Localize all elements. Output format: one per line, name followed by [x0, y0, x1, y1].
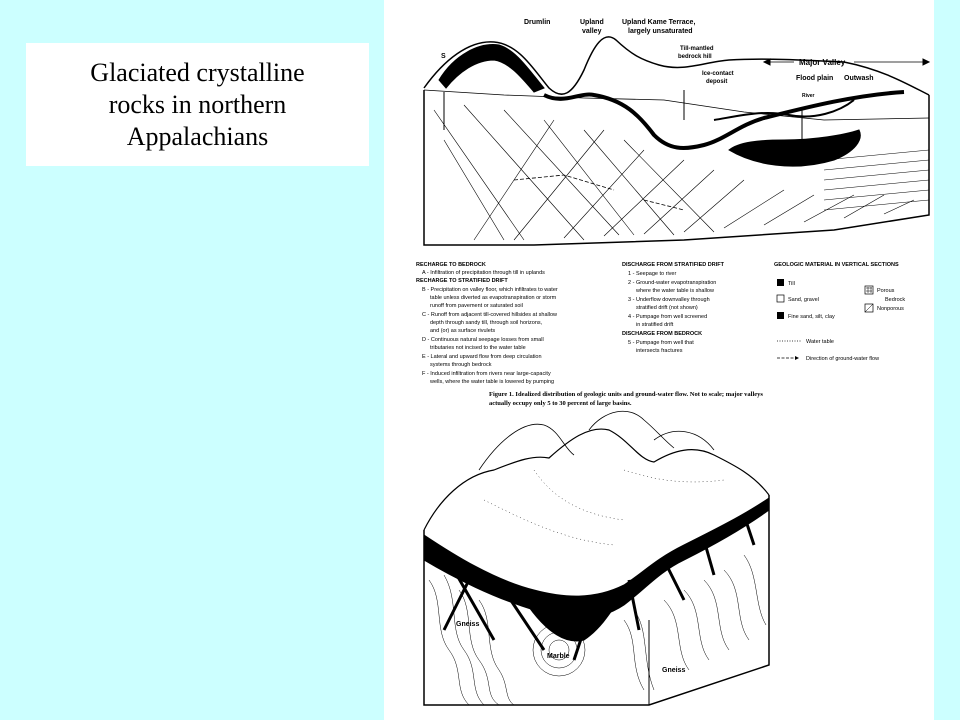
label-till-hill-2: bedrock hill: [678, 54, 712, 60]
label-ice-contact-1: Ice-contact: [702, 71, 734, 77]
legend-item: where the water table is shallow: [636, 288, 714, 294]
legend-flow-direction: Direction of ground-water flow: [806, 356, 880, 362]
label-river: River: [802, 93, 815, 99]
legend-geologic-heading: GEOLOGIC MATERIAL IN VERTICAL SECTIONS: [774, 262, 899, 268]
label-s: S: [441, 53, 446, 60]
caption-line-2: actually occupy only 5 to 30 percent of large basins.: [489, 400, 632, 407]
legend-item: wells, where the water table is lowered by pumping: [430, 379, 555, 385]
top-block-diagram: [424, 37, 929, 245]
legend-discharge-bedrock-heading: DISCHARGE FROM BEDROCK: [622, 331, 703, 337]
legend-item: stratified drift (not shown): [636, 305, 698, 311]
label-gneiss-left: Gneiss: [456, 621, 480, 628]
legend-item: F - Induced infiltration from rivers near large-capacity: [422, 371, 551, 377]
caption-line-1: Figure 1. Idealized distribution of geologic units and ground-water flow. Not to scale; major valleys: [489, 391, 763, 398]
legend-recharge-bedrock-heading: RECHARGE TO BEDROCK: [416, 262, 486, 268]
legend-item: E - Lateral and upward flow from deep circulation: [422, 354, 542, 360]
label-kame-2: largely unsaturated: [628, 28, 693, 35]
slide-title: [90, 57, 304, 153]
figure-svg: [384, 0, 934, 720]
legend: [416, 262, 905, 385]
fine-sand-swatch: [777, 312, 784, 319]
legend-item: depth through sandy till, through soil horizons,: [430, 320, 543, 326]
slide-title-box: [26, 43, 369, 166]
legend-item: tributaries not incised to the water table: [430, 345, 526, 351]
legend-item: 4 - Pumpage from well screened: [628, 314, 708, 320]
legend-water-table: Water table: [806, 339, 834, 345]
legend-item: in stratified drift: [636, 322, 674, 328]
bottom-block-diagram: [424, 411, 769, 705]
legend-sand: Sand, gravel: [788, 297, 819, 303]
flow-direction-arrowhead: [795, 356, 799, 360]
legend-item: D - Continuous natural seepage losses from small: [422, 337, 544, 343]
legend-item: 1 - Seepage to river: [628, 271, 677, 277]
legend-nonporous: Nonporous: [877, 306, 904, 312]
legend-porous: Porous: [877, 288, 895, 294]
title-line-1: Glaciated crystalline: [90, 57, 305, 87]
legend-fine-sand: Fine sand, silt, clay: [788, 314, 835, 320]
legend-recharge-drift-heading: RECHARGE TO STRATIFIED DRIFT: [416, 278, 508, 284]
legend-item: 3 - Underflow downvalley through: [628, 297, 710, 303]
legend-item: runoff from pavement or saturated soil: [430, 303, 523, 309]
legend-item: systems through bedrock: [430, 362, 492, 368]
label-ice-contact-2: deposit: [706, 79, 728, 85]
label-marble: Marble: [547, 653, 570, 660]
legend-item: B - Precipitation on valley floor, which infiltrates to water: [422, 287, 558, 293]
till-swatch: [777, 279, 784, 286]
label-upland-valley-2: valley: [582, 28, 602, 35]
label-till-hill-1: Till-mantled: [680, 46, 714, 52]
label-kame-1: Upland Kame Terrace,: [622, 19, 696, 26]
label-gneiss-right: Gneiss: [662, 667, 686, 674]
legend-item: intersects fractures: [636, 348, 683, 354]
legend-item: A - Infiltration of precipitation through till in uplands: [422, 270, 545, 276]
label-flood-plain: Flood plain: [796, 75, 834, 82]
figure-caption: [489, 391, 763, 407]
legend-item: and (or) as surface rivulets: [430, 328, 496, 334]
title-line-2: rocks in northern: [108, 89, 287, 119]
legend-bedrock: Bedrock: [885, 297, 906, 303]
title-line-3: Appalachians: [126, 121, 269, 151]
legend-item: C - Runoff from adjacent till-covered hillsides at shallow: [422, 312, 558, 318]
label-upland-valley-1: Upland: [580, 19, 604, 26]
label-outwash: Outwash: [844, 75, 874, 82]
legend-item: 2 - Ground-water evapotranspiration: [628, 280, 717, 286]
porous-swatch: [865, 286, 873, 294]
legend-item: table unless diverted as evapotranspiration or storm: [430, 295, 557, 301]
legend-discharge-drift-heading: DISCHARGE FROM STRATIFIED DRIFT: [622, 262, 724, 268]
label-drumlin: Drumlin: [524, 19, 551, 26]
sand-swatch: [777, 295, 784, 302]
figure-panel: [384, 0, 934, 720]
legend-till: Till: [788, 281, 795, 287]
legend-item: 5 - Pumpage from well that: [628, 340, 694, 346]
label-major-valley: Major Valley: [799, 58, 846, 67]
